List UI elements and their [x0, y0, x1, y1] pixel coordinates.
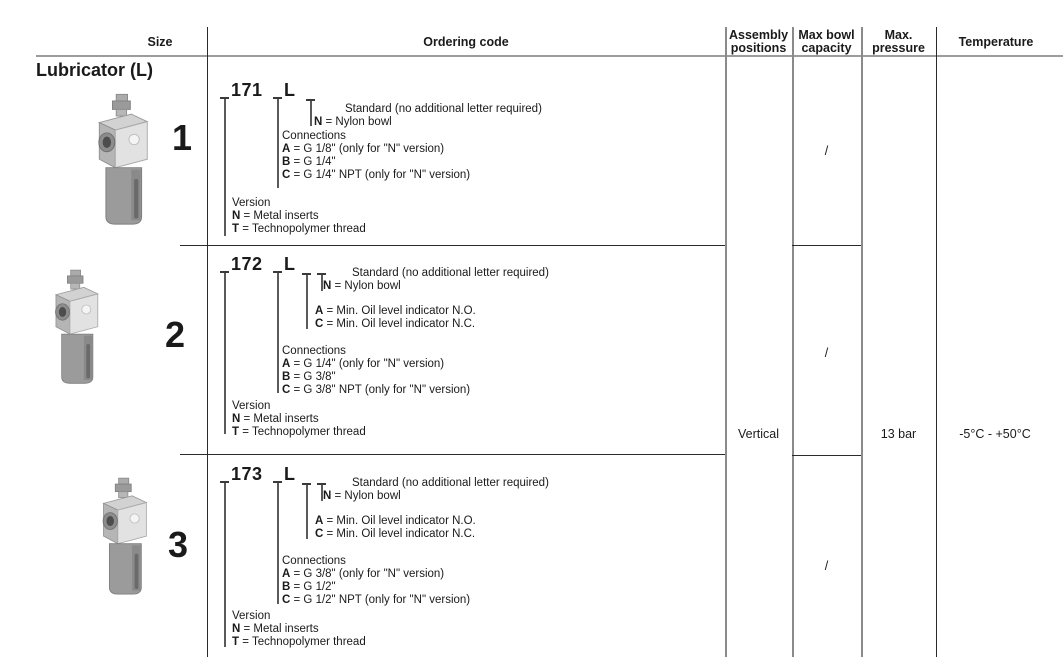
indicator-option: C = Min. Oil level indicator N.C. — [315, 528, 476, 540]
connection-option: A = G 1/8" (only for "N" version) — [282, 143, 445, 155]
assembly-positions-value: Vertical — [738, 427, 779, 441]
code-prefix-171: 171 — [231, 80, 263, 100]
lubricator-size-1-image — [73, 92, 167, 234]
connection-option: B = G 3/8" — [282, 371, 336, 383]
lubricator-size-3-image — [80, 476, 164, 603]
connection-option: A = G 1/4" (only for "N" version) — [282, 358, 445, 370]
code-branch-line-connections — [277, 483, 279, 604]
row-separator-2-bowl — [792, 455, 861, 456]
size-number-1: 1 — [171, 117, 193, 158]
connection-option: C = G 1/2" NPT (only for "N" version) — [282, 594, 471, 606]
code-letter-173: L — [284, 464, 296, 484]
connection-option: B = G 1/4" — [282, 156, 336, 168]
column-divider-size — [207, 27, 208, 657]
indicator-option: A = Min. Oil level indicator N.O. — [315, 515, 476, 527]
option-nylon-bowl: N = Nylon bowl — [314, 116, 392, 128]
row-separator-1 — [180, 245, 725, 246]
section-title: Lubricator (L) — [36, 60, 153, 80]
max-bowl-capacity-row-1: / — [824, 144, 829, 158]
code-branch-line-version — [224, 273, 226, 434]
connection-option: A = G 3/8" (only for "N" version) — [282, 568, 445, 580]
code-branch-line-indicator — [306, 485, 308, 539]
header-underline — [36, 55, 1063, 57]
version-option: N = Metal inserts — [232, 210, 319, 222]
option-nylon-bowl: N = Nylon bowl — [323, 280, 401, 292]
code-prefix-172: 172 — [231, 254, 263, 274]
option-standard: Standard (no additional letter required) — [352, 477, 549, 489]
row-separator-1-bowl — [792, 245, 861, 246]
code-branch-line-bowl — [310, 101, 312, 126]
version-option: T = Technopolymer thread — [232, 426, 366, 438]
max-bowl-capacity-row-3: / — [824, 559, 829, 573]
column-divider-temperature — [936, 27, 937, 657]
row-separator-2 — [180, 454, 725, 455]
code-letter-171: L — [284, 80, 296, 100]
code-branch-line-connections — [277, 273, 279, 393]
code-letter-172: L — [284, 254, 296, 274]
code-branch-line-connections — [277, 99, 279, 188]
temperature-value: -5°C - +50°C — [959, 427, 1031, 441]
version-option: N = Metal inserts — [232, 623, 319, 635]
option-nylon-bowl: N = Nylon bowl — [323, 490, 401, 502]
version-label: Version — [232, 400, 271, 412]
connection-option: C = G 3/8" NPT (only for "N" version) — [282, 384, 471, 396]
max-pressure-value: 13 bar — [880, 427, 917, 441]
column-header-ordering-code: Ordering code — [423, 35, 509, 49]
column-header-max-bowl-capacity: Max bowl capacity — [798, 28, 855, 55]
column-header-max-pressure: Max. pressure — [872, 28, 925, 55]
option-standard: Standard (no additional letter required) — [352, 267, 549, 279]
code-branch-line-version — [224, 483, 226, 647]
size-number-3: 3 — [167, 524, 189, 565]
connections-label: Connections — [282, 555, 346, 567]
column-header-size: Size — [147, 35, 173, 49]
version-label: Version — [232, 197, 271, 209]
connections-label: Connections — [282, 345, 346, 357]
code-prefix-173: 173 — [231, 464, 263, 484]
column-divider-pressure — [861, 27, 863, 657]
indicator-option: A = Min. Oil level indicator N.O. — [315, 305, 476, 317]
lubricator-size-2-image — [33, 268, 115, 392]
connection-option: B = G 1/2" — [282, 581, 336, 593]
version-option: T = Technopolymer thread — [232, 636, 366, 648]
indicator-option: C = Min. Oil level indicator N.C. — [315, 318, 476, 330]
code-branch-line-indicator — [306, 275, 308, 329]
size-number-2: 2 — [164, 314, 186, 355]
connections-label: Connections — [282, 130, 346, 142]
column-header-assembly-positions: Assembly positions — [728, 28, 789, 55]
option-standard: Standard (no additional letter required) — [345, 103, 542, 115]
version-label: Version — [232, 610, 271, 622]
version-option: N = Metal inserts — [232, 413, 319, 425]
column-divider-assembly — [725, 27, 727, 657]
column-header-temperature: Temperature — [958, 35, 1034, 49]
code-branch-line-version — [224, 99, 226, 236]
max-bowl-capacity-row-2: / — [824, 346, 829, 360]
connection-option: C = G 1/4" NPT (only for "N" version) — [282, 169, 471, 181]
version-option: T = Technopolymer thread — [232, 223, 366, 235]
